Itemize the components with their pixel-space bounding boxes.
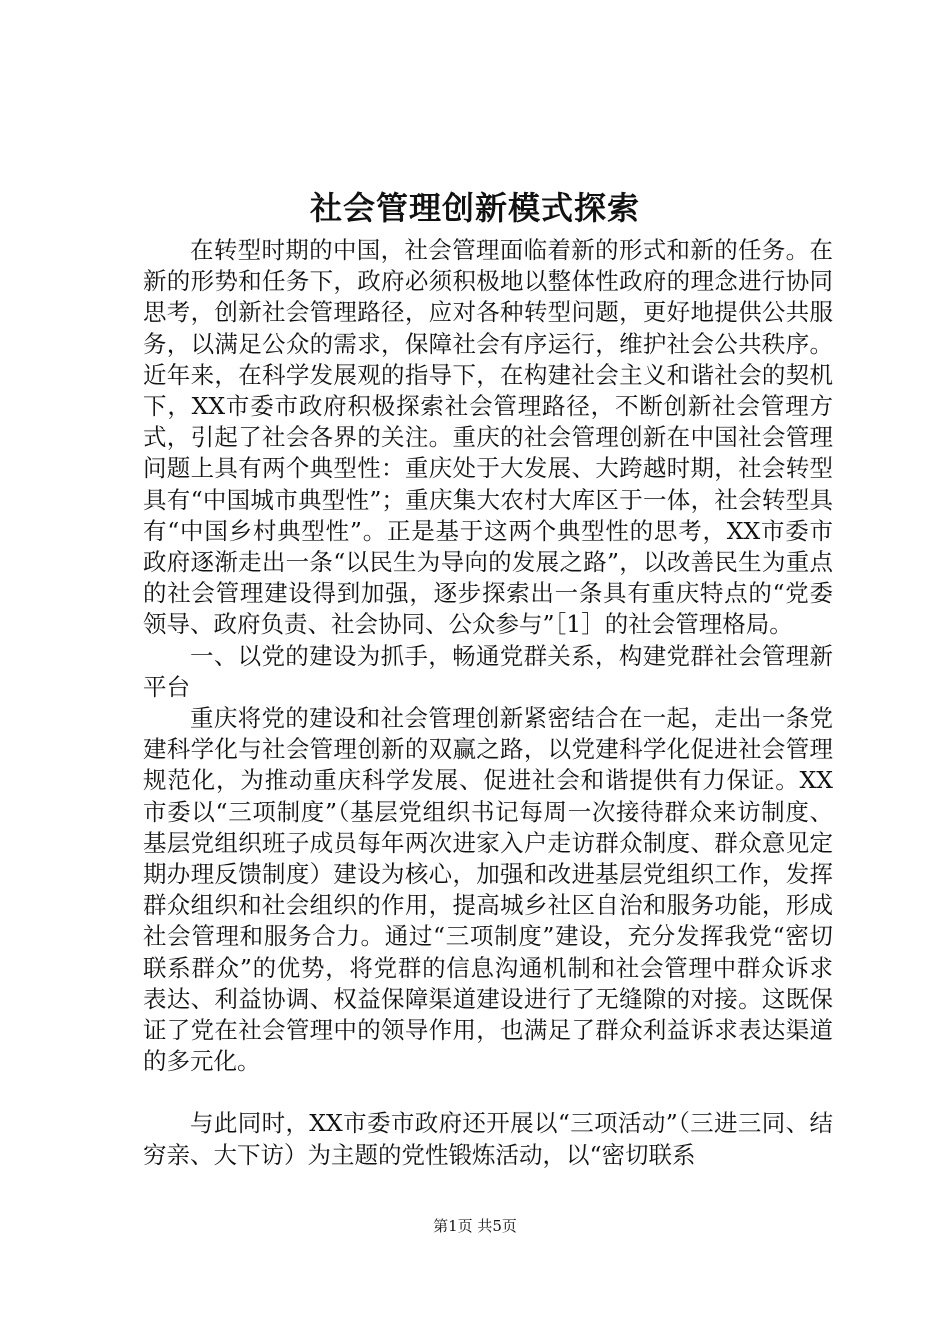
page-number: 第1页 共5页 bbox=[433, 1217, 517, 1235]
paragraph-party-building: 重庆将党的建设和社会管理创新紧密结合在一起，走出一条党建科学化与社会管理创新的双赢之路，以党建科学化促进社会管理规范化，为推动重庆科学发展、促进社会和谐提供有力保证。XX市委以“三项制度”（基层党组织书记每周一次接待群众来访制度、基层党组织班子成员每年两次进家入户走访群众制度、群众意见定期办理反馈制度）建设为核心，加强和改进基层党组织工作，发挥群众组织和社会组织的作用，提高城乡社区自治和服务功能，形成社会管理和服务合力。通过“三项制度”建设，充分发挥我党“密切联系群众”的优势，将党群的信息沟通机制和社会管理中群众诉求表达、利益协调、权益保障渠道建设进行了无缝隙的对接。这既保证了党在社会管理中的领导作用，也满足了群众利益诉求表达渠道的多元化。 bbox=[143, 704, 833, 1076]
page-title: 社会管理创新模式探索 bbox=[309, 189, 640, 227]
section-heading-1: 一、以党的建设为抓手，畅通党群关系，构建党群社会管理新平台 bbox=[143, 641, 833, 701]
document-body bbox=[143, 235, 833, 1171]
paragraph-three-activities: 与此同时，XX市委市政府还开展以“三项活动”（三进三同、结穷亲、大下访）为主题的党性锻炼活动，以“密切联系 bbox=[143, 1109, 833, 1169]
paragraph-intro: 在转型时期的中国，社会管理面临着新的形式和新的任务。在新的形势和任务下，政府必须积极地以整体性政府的理念进行协同思考，创新社会管理路径，应对各种转型问题，更好地提供公共服务，以满足公众的需求，保障社会有序运行，维护社会公共秩序。近年来，在科学发展观的指导下，在构建社会主义和谐社会的契机下，XX市委市政府积极探索社会管理路径，不断创新社会管理方式，引起了社会各界的关注。重庆的社会管理创新在中国社会管理问题上具有两个典型性：重庆处于大发展、大跨越时期，社会转型具有“中国城市典型性”；重庆集大农村大库区于一体，社会转型具有“中国乡村典型性”。正是基于这两个典型性的思考，XX市委市政府逐渐走出一条“以民生为导向的发展之路”，以改善民生为重点的社会管理建设得到加强，逐步探索出一条具有重庆特点的“党委领导、政府负责、社会协同、公众参与”［1］的社会管理格局。 bbox=[143, 236, 833, 639]
